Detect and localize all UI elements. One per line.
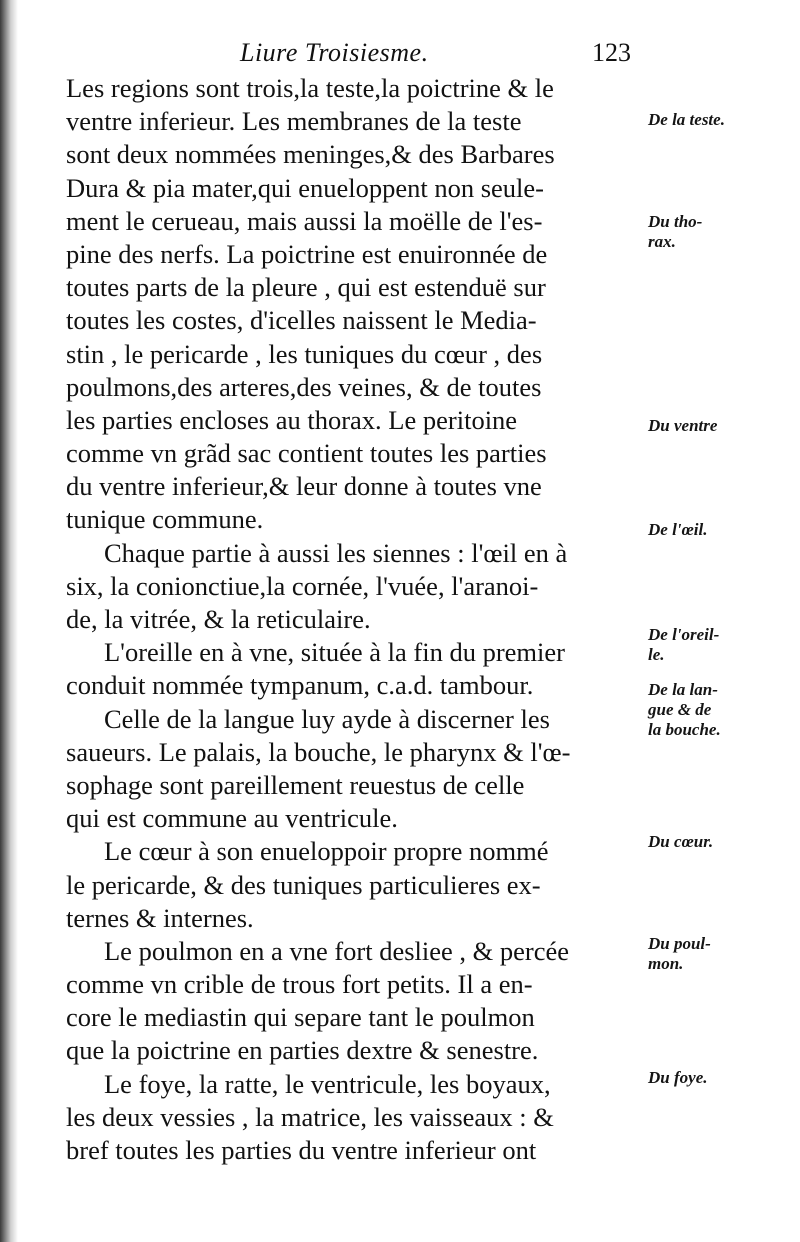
margin-note-langue: De la lan- gue & de la bouche. [648, 680, 721, 739]
text-line: les parties encloses au thorax. Le peritoine [66, 404, 518, 435]
text-line: que la poictrine en parties dextre & senestre. [66, 1035, 539, 1066]
margin-note-thorax: Du tho- rax. [648, 212, 703, 251]
margin-note-teste: De la teste. [648, 110, 725, 129]
text-line: Dura & pia mater,qui enueloppent non seule- [66, 172, 544, 203]
text-line: conduit nommée tympanum, c.a.d. tambour. [66, 670, 534, 701]
text-line: Le poulmon en a vne fort desliee , & percée [104, 935, 570, 966]
text-line: les deux vessies , la matrice, les vaisseaux : & [66, 1101, 554, 1132]
text-line: sont deux nommées meninges,& des Barbares [66, 139, 555, 170]
text-line: du ventre inferieur,& leur donne à toutes vne [66, 471, 542, 502]
body-text [66, 72, 644, 1167]
text-line: ment le cerueau, mais aussi la moëlle de l'es- [66, 205, 543, 236]
text-line: Chaque partie à aussi les siennes : l'œil en à [104, 537, 568, 568]
margin-note-poulmon: Du poul- mon. [648, 934, 711, 973]
text-line: comme vn grãd sac contient toutes les parties [66, 438, 547, 469]
text-line: Le foye, la ratte, le ventricule, les boyaux, [104, 1068, 551, 1099]
text-line: Celle de la langue luy ayde à discerner les [104, 703, 550, 734]
text-line: ventre inferieur. Les membranes de la teste [66, 106, 522, 137]
margin-note-oreille: De l'oreil- le. [648, 625, 720, 664]
text-line: toutes parts de la pleure , qui est estenduë sur [66, 272, 546, 303]
text-line: pine des nerfs. La poictrine est enuironnée de [66, 238, 548, 269]
text-line: six, la conionctiue,la cornée, l'vuée, l'aranoi- [66, 570, 539, 601]
text-line: de, la vitrée, & la reticulaire. [66, 604, 371, 634]
text-line: le pericarde, & des tuniques particulieres ex- [66, 869, 541, 900]
running-title: Liure Troisiesme. [240, 38, 429, 67]
text-line: toutes les costes, d'icelles naissent le Media- [66, 305, 537, 336]
margin-note-foye: Du foye. [648, 1068, 708, 1087]
margin-note-ventre: Du ventre [648, 416, 718, 435]
text-line: poulmons,des arteres,des veines, & de toutes [66, 371, 542, 402]
text-line: Le cœur à son enueloppoir propre nommé [104, 836, 549, 867]
text-line: sophage sont pareillement reuestus de celle [66, 769, 525, 800]
text-line: ternes & internes. [66, 902, 254, 933]
text-line: tunique commune. [66, 504, 264, 535]
text-line: qui est commune au ventricule. [66, 803, 398, 834]
text-line: Les regions sont trois,la teste,la poictrine & le [66, 73, 554, 103]
text-line: L'oreille en à vne, située à la fin du premier [104, 637, 565, 668]
page-number: 123 [592, 38, 631, 67]
text-line: core le mediastin qui separe tant le poulmon [66, 1002, 535, 1033]
text-line: saueurs. Le palais, la bouche, le pharynx & l'œ- [66, 736, 571, 767]
margin-note-oeil: De l'œil. [648, 520, 708, 539]
text-line: bref toutes les parties du ventre inferieur ont [66, 1135, 537, 1165]
text-line: stin , le pericarde , les tuniques du cœur , des [66, 338, 543, 369]
text-line: comme vn crible de trous fort petits. Il a en- [66, 969, 533, 1000]
margin-note-coeur: Du cœur. [648, 832, 714, 851]
